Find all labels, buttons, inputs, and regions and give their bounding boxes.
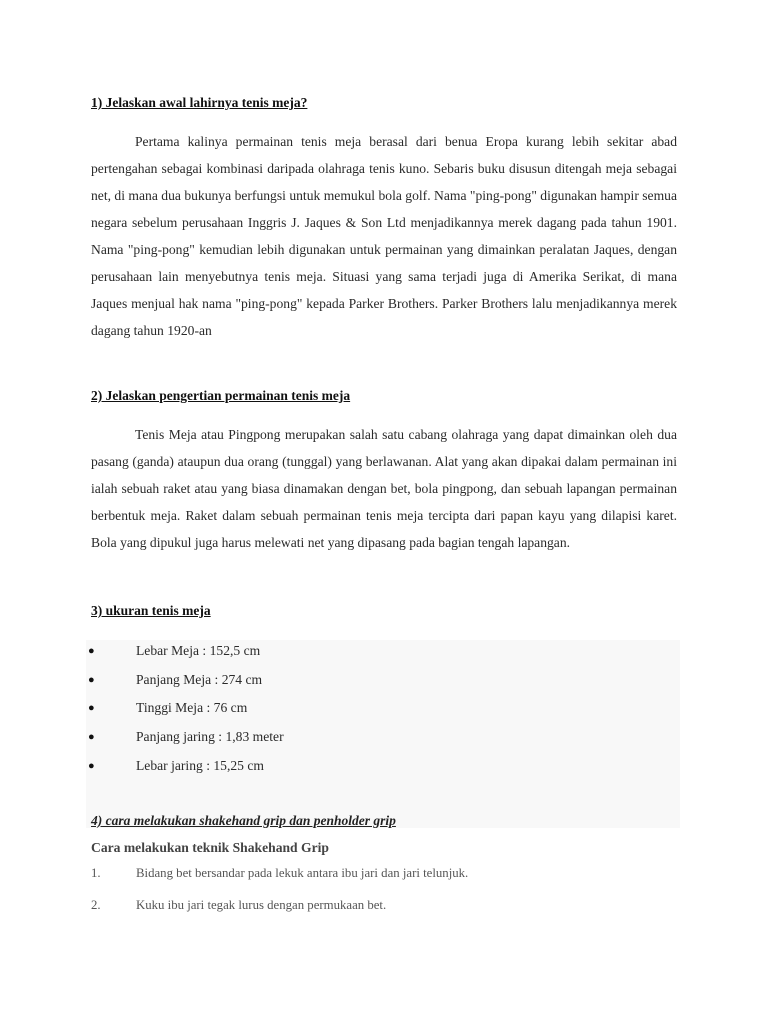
list-item-text: Tinggi Meja : 76 cm [136,700,248,716]
table-size-list [0,641,768,784]
section-3-heading: 3) ukuran tenis meja [91,603,211,618]
section-2-paragraph [91,421,677,556]
list-number: 1. [91,866,101,880]
section-2-paragraph-text: Tenis Meja atau Pingpong merupakan salah satu cabang olahraga yang dapat dimainkan oleh dua pasang (ganda) ataupun dua orang (tunggal) yang berlawanan. Alat yang akan dipakai dalam permainan ini ialah sebuah raket atau yang biasa dinamakan dengan bet, bola pingpong, dan sebuah lapangan permainan berbentuk meja. Raket dalam sebuah permainan tenis meja tercipta dari papan kayu yang dilapisi karet. Bola yang dipukul juga harus melewati net yang dipasang pada bagian tengah lapangan. [91,427,677,550]
bullet-icon: ● [88,759,95,772]
list-item-text: Panjang jaring : 1,83 meter [136,729,284,745]
list-item-text: Kuku ibu jari tegak lurus dengan permukaan bet. [136,898,387,912]
list-item-text: Lebar Meja : 152,5 cm [136,643,261,658]
section-2-heading: 2) Jelaskan pengertian permainan tenis meja [91,388,351,403]
section-1-paragraph [91,128,677,344]
section-1-paragraph-text: Pertama kalinya permainan tenis meja berasal dari benua Eropa kurang lebih sekitar abad pertengahan sebagai kombinasi daripada olahraga tenis kuno. Sebaris buku disusun ditengah meja sebagai net, di mana dua bukunya berfungsi untuk memukul bola golf. Nama "ping-pong" digunakan hampir semua negara sebelum perusahaan Inggris J. Jaques & Son Ltd menjadikannya merek dagang pada tahun 1901. Nama "ping-pong" kemudian lebih digunakan untuk permainan yang dimainkan peralatan Jaques, dengan perusahaan lain menyebutnya tenis meja. Situasi yang sama terjadi juga di Amerika Serikat, di mana Jaques menjual hak nama "ping-pong" kepada Parker Brothers. Parker Brothers lalu menjadikannya merek dagang tahun 1920-an [91,134,677,338]
list-item [0,896,768,928]
list-item [0,670,768,699]
bullet-icon: ● [88,673,95,686]
bullet-icon: ● [88,645,95,657]
section-1-heading: 1) Jelaskan awal lahirnya tenis meja? [91,95,308,110]
list-item-text: Bidang bet bersandar pada lekuk antara ibu jari dan jari telunjuk. [136,866,469,880]
list-number: 2. [91,898,101,912]
list-item-text: Panjang Meja : 274 cm [136,671,263,687]
list-item [0,864,768,896]
shakehand-grip-subheading: Cara melakukan teknik Shakehand Grip [91,840,329,855]
bullet-icon: ● [88,702,95,715]
list-item [0,756,768,785]
list-item-text: Lebar jaring : 15,25 cm [136,757,264,773]
list-item [0,727,768,756]
section-4-heading: 4) cara melakukan shakehand grip dan penholder grip [91,813,396,828]
bullet-icon: ● [88,731,95,744]
list-item [0,698,768,727]
shakehand-grip-steps [0,864,768,928]
list-item [0,641,768,670]
